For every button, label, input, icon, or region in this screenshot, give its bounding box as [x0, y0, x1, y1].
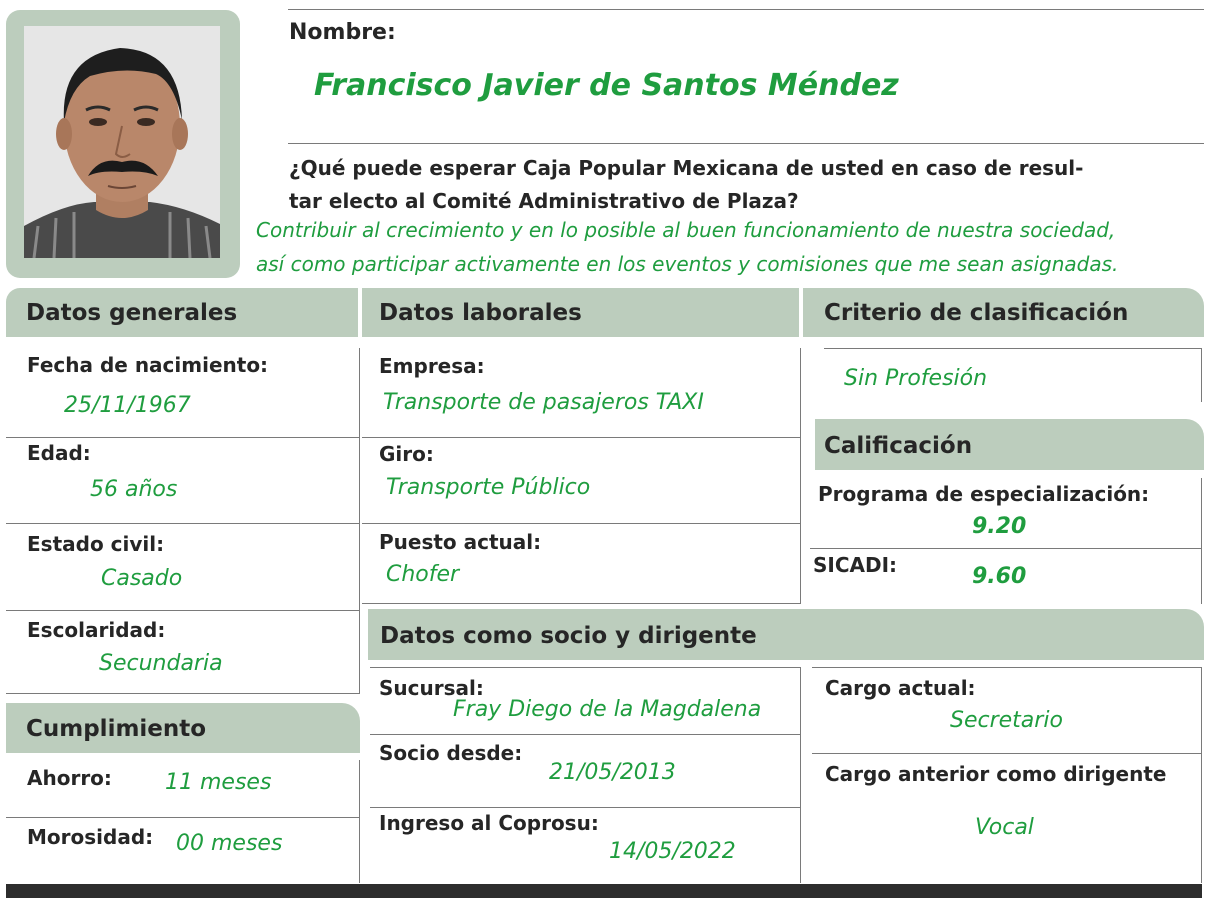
criterio-rule — [824, 348, 1202, 349]
row-divider — [812, 753, 1202, 754]
socio-rule — [370, 667, 800, 668]
col1-divider-lower — [359, 760, 360, 883]
ahorro-value: 11 meses — [165, 770, 272, 795]
estado-civil-value: Casado — [101, 566, 183, 591]
escolaridad-value: Secundaria — [99, 651, 223, 676]
socio-desde-label: Socio desde: — [379, 741, 523, 765]
row-divider — [6, 523, 359, 524]
sicadi-value: 9.60 — [972, 564, 1027, 589]
cumplimiento-title: Cumplimiento — [26, 716, 207, 742]
row-divider — [370, 807, 800, 808]
fecha-value: 25/11/1967 — [64, 393, 191, 418]
row-divider — [362, 437, 800, 438]
empresa-value: Transporte de pasajeros TAXI — [383, 390, 704, 415]
datos-generales-header — [6, 288, 358, 337]
calificacion-header — [815, 419, 1204, 470]
ingreso-label: Ingreso al Coprosu: — [379, 811, 599, 835]
row-divider — [810, 548, 1202, 549]
row-divider — [6, 610, 359, 611]
programa-value: 9.20 — [972, 514, 1027, 539]
empresa-label: Empresa: — [379, 354, 485, 378]
puesto-label: Puesto actual: — [379, 530, 542, 554]
name-rule — [288, 143, 1204, 144]
question-line-2: tar electo al Comité Administrativo de Plaza? — [289, 189, 799, 213]
answer-line-2: así como participar activamente en los eventos y comisiones que me sean asignadas. — [256, 252, 1119, 276]
row-divider — [6, 437, 359, 438]
row-divider — [6, 693, 359, 694]
cargo-actual-label: Cargo actual: — [825, 676, 976, 700]
giro-value: Transporte Público — [386, 475, 591, 500]
nombre-label: Nombre: — [289, 20, 396, 45]
sucursal-value: Fray Diego de la Magdalena — [453, 697, 762, 722]
portrait-image — [24, 26, 220, 258]
calificacion-right-border — [1201, 478, 1202, 604]
edad-value: 56 años — [90, 477, 178, 502]
top-rule — [288, 9, 1204, 10]
criterio-header — [803, 288, 1204, 337]
ingreso-value: 14/05/2022 — [609, 839, 736, 864]
programa-label: Programa de especialización: — [818, 482, 1150, 506]
candidate-name: Francisco Javier de Santos Méndez — [314, 68, 899, 103]
cargo-anterior-value: Vocal — [975, 815, 1034, 840]
ahorro-label: Ahorro: — [27, 766, 112, 790]
footer-bar — [6, 884, 1202, 898]
row-divider — [370, 734, 800, 735]
edad-label: Edad: — [27, 441, 91, 465]
question-line-1: ¿Qué puede esperar Caja Popular Mexicana de usted en caso de resul- — [289, 156, 1084, 180]
socio-title: Datos como socio y dirigente — [380, 623, 757, 649]
criterio-right-border — [1201, 348, 1202, 402]
criterio-title: Criterio de clasificación — [824, 300, 1129, 326]
cargo-actual-value: Secretario — [950, 708, 1063, 733]
morosidad-label: Morosidad: — [27, 825, 154, 849]
escolaridad-label: Escolaridad: — [27, 618, 166, 642]
datos-laborales-title: Datos laborales — [379, 300, 582, 326]
puesto-value: Chofer — [386, 562, 460, 587]
criterio-value: Sin Profesión — [844, 366, 988, 391]
morosidad-value: 00 meses — [176, 831, 283, 856]
col2-divider-lower — [800, 667, 801, 883]
cargo-rule — [812, 667, 1202, 668]
sucursal-label: Sucursal: — [379, 676, 484, 700]
cumplimiento-header — [6, 703, 360, 753]
datos-laborales-header — [362, 288, 799, 337]
cargo-anterior-label: Cargo anterior como dirigente — [825, 762, 1167, 786]
giro-label: Giro: — [379, 442, 434, 466]
calificacion-title: Calificación — [824, 433, 973, 459]
col2-divider — [800, 348, 801, 604]
col1-divider — [359, 348, 360, 694]
candidate-photo — [24, 26, 220, 258]
answer-line-1: Contribuir al crecimiento y en lo posible al buen funcionamiento de nuestra sociedad, — [256, 218, 1116, 242]
cargo-right-border — [1201, 667, 1202, 883]
datos-generales-title: Datos generales — [26, 300, 238, 326]
socio-header — [368, 609, 1204, 660]
estado-civil-label: Estado civil: — [27, 532, 165, 556]
row-divider — [362, 603, 800, 604]
row-divider — [6, 817, 359, 818]
row-divider — [362, 523, 800, 524]
fecha-label: Fecha de nacimiento: — [27, 353, 269, 377]
socio-desde-value: 21/05/2013 — [549, 760, 676, 785]
sicadi-label: SICADI: — [813, 553, 898, 577]
